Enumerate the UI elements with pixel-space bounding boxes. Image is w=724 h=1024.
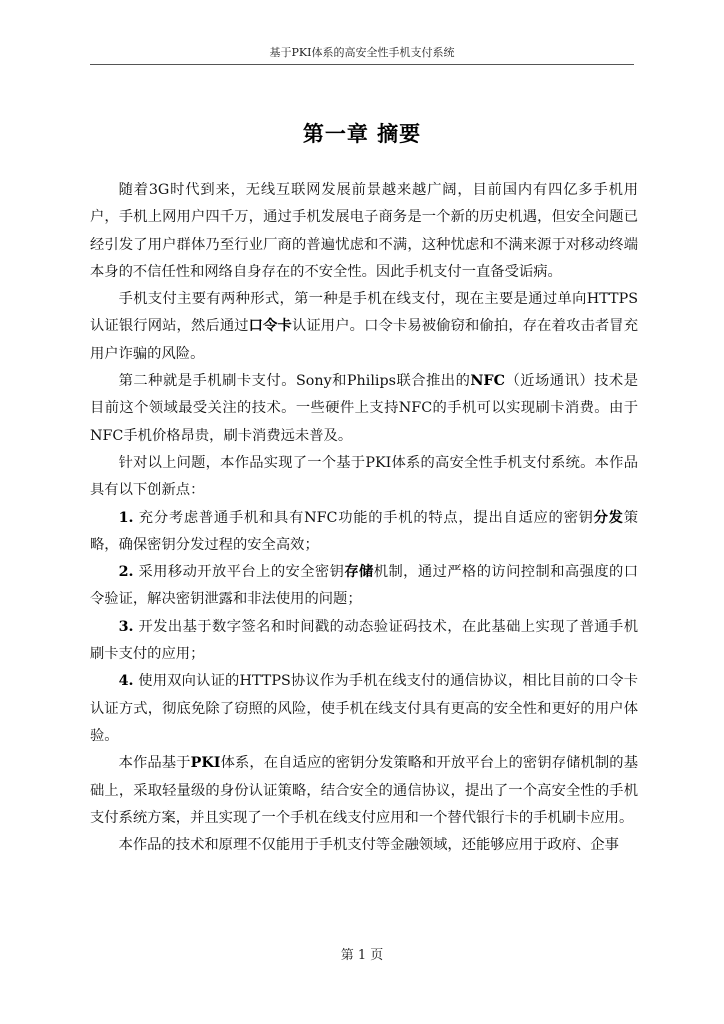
emphasis-term: NFC [470,373,505,390]
paragraph-text: 针对以上问题，本作品实现了一个基于PKI体系的高安全性手机支付系统。本作品具有以下创新点： [90,454,638,499]
paragraph-text: 开发出基于数字签名和时间戳的动态验证码技术，在此基础上实现了普通手机刷卡支付的应用； [90,618,638,663]
innovation-item-3 [90,614,638,669]
list-number: 2. [118,564,134,581]
innovation-item-4 [90,668,638,750]
innovation-item-2 [90,559,638,614]
paragraph-text: 机制，通过严格的访问控制和高强度的口令验证，解决密钥泄露和非法使用的问题； [90,564,639,608]
paragraph-text: 充分考虑普通手机和具有NFC功能的手机的特点，提出自适应的密钥 [133,509,594,526]
paragraph-text: 本作品的技术和原理不仅能用于手机支付等金融领域，还能够应用于政府、企事 [118,837,619,854]
paragraph-text: 本作品基于 [118,755,191,772]
innovation-item-1 [90,505,638,560]
paragraph-text: 手机支付主要有两种形式，第一种是手机在线支付，现在主要是通过单向HTTPS认证银行网站，然后通过 [90,291,638,335]
paragraph-text: 采用移动开放平台上的安全密钥 [133,564,345,581]
chapter-title: 第一章 摘要 [302,122,422,146]
paragraph-applications [90,832,638,859]
abstract-body [90,177,638,859]
paragraph-text: 体系，在自适应的密钥分发策略和开放平台上的密钥存储机制的基础上，采取轻量级的身份认证策略，结合安全的通信协议，提出了一个高安全性的手机支付系统方案，并且实现了一个手机在线支付应用和一个替代银行卡的手机刷卡应用。 [90,755,639,826]
emphasis-term: 分发 [593,509,624,526]
paragraph-innovations-intro [90,450,638,505]
paragraph-online-payment [90,286,638,368]
emphasis-term: PKI [190,755,221,772]
header-divider [90,64,634,65]
paragraph-text: 认证用户。口令卡易被偷窃和偷拍，存在着攻击者冒充用户诈骗的风险。 [90,318,639,362]
page-number: 第 1 页 [340,948,384,963]
paragraph-card-payment [90,368,638,450]
list-number: 4. [118,673,134,690]
list-number: 3. [118,618,134,635]
paragraph-intro [90,177,638,286]
emphasis-term: 存储 [344,564,374,581]
running-header: 基于PKI体系的高安全性手机支付系统 [269,46,455,59]
paragraph-text: 第二种就是手机刷卡支付。Sony和Philips联合推出的 [118,373,471,390]
list-number: 1. [118,509,134,526]
paragraph-text: 使用双向认证的HTTPS协议作为手机在线支付的通信协议，相比目前的口令卡认证方式，彻底免除了窃照的风险，使手机在线支付具有更高的安全性和更好的用户体验。 [90,673,638,744]
emphasis-term: 口令卡 [248,318,292,335]
paragraph-summary [90,750,638,832]
paragraph-text: 策略，确保密钥分发过程的安全高效； [90,509,638,553]
paragraph-text: 随着3G时代到来，无线互联网发展前景越来越广阔，目前国内有四亿多手机用户，手机上网用户四千万，通过手机发展电子商务是一个新的历史机遇，但安全问题已经引发了用户群体乃至行业厂商的普遍忧虑和不满，这种忧虑和不满来源于对移动终端本身的不信任性和网络自身存在的不安全性。因此手机支付一直备受诟病。 [90,182,638,280]
paragraph-text: （近场通讯）技术是目前这个领域最受关注的技术。一些硬件上支持NFC的手机可以实现刷卡消费。由于NFC手机价格昂贵，刷卡消费远未普及。 [90,373,639,444]
